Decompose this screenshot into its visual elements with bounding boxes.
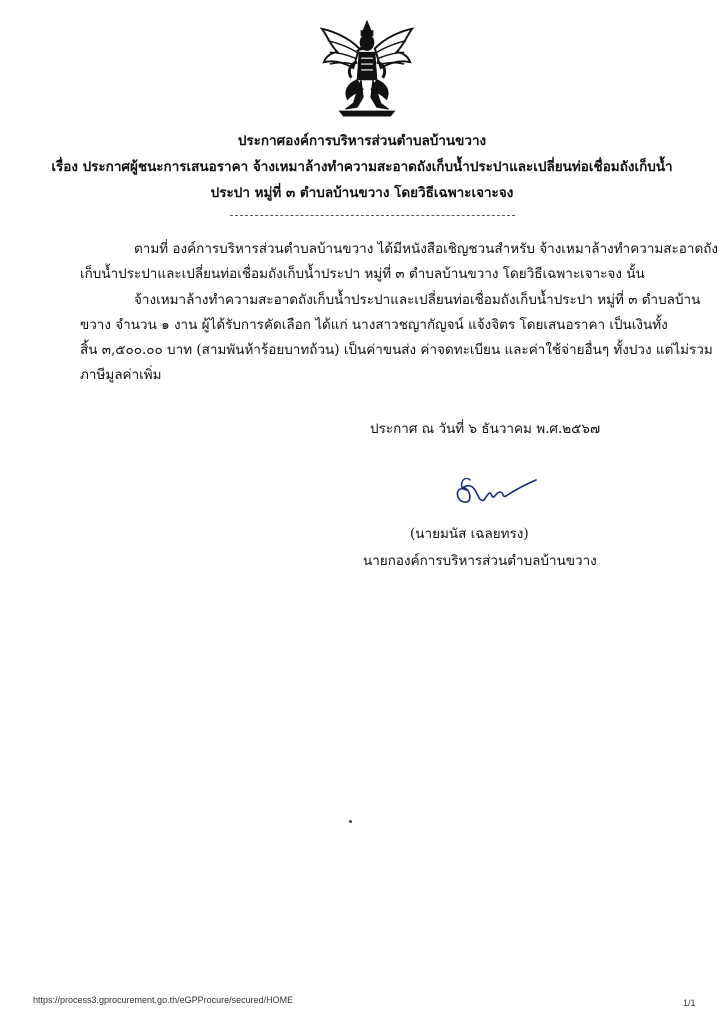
subject-line-continued: ประปา หมู่ที่ ๓ ตำบลบ้านขวาง โดยวิธีเฉพาะเจาะจง	[210, 185, 514, 201]
dashed-divider	[230, 215, 515, 216]
page-number: 1/1	[683, 998, 696, 1008]
signatory-name: (นายมนัส เฉลยทรง)	[410, 526, 529, 542]
speck	[349, 820, 352, 823]
footer-url: https://process3.gprocurement.go.th/eGPProcure/secured/HOME	[33, 995, 294, 1005]
signatory-position: นายกองค์การบริหารส่วนตำบลบ้านขวาง	[363, 553, 597, 569]
subject-line: เรื่อง ประกาศผู้ชนะการเสนอราคา จ้างเหมาล้างทำความสะอาดถังเก็บน้ำประปาและเปลี่ยนท่อเชื่อมถังเก็บน้ำ	[51, 159, 673, 175]
paragraph-2-line-4: ภาษีมูลค่าเพิ่ม	[80, 367, 162, 383]
paragraph-2-line-1: จ้างเหมาล้างทำความสะอาดถังเก็บน้ำประปาและเปลี่ยนท่อเชื่อมถังเก็บน้ำประปา หมู่ที่ ๓ ตำบลบ้าน	[134, 292, 701, 308]
paragraph-1-line-2: เก็บน้ำประปาและเปลี่ยนท่อเชื่อมถังเก็บน้ำประปา หมู่ที่ ๓ ตำบลบ้านขวาง โดยวิธีเฉพาะเจาะจง นั้น	[80, 266, 645, 282]
announcement-date: ประกาศ ณ วันที่ ๖ ธันวาคม พ.ศ.๒๕๖๗	[370, 421, 601, 437]
announcement-title: ประกาศองค์การบริหารส่วนตำบลบ้านขวาง	[237, 133, 487, 149]
paragraph-2-line-3: สิ้น ๓,๕๐๐.๐๐ บาท (สามพันห้าร้อยบาทถ้วน) เป็นค่าขนส่ง ค่าจดทะเบียน และค่าใช้จ่ายอื่นๆ ทั้งปวง แต่ไม่รวม	[80, 342, 713, 358]
handwritten-signature	[448, 470, 540, 512]
paragraph-2-line-2: ขวาง จำนวน ๑ งาน ผู้ได้รับการคัดเลือก ได้แก่ นางสาวชญากัญจน์ แจ้งจิตร โดยเสนอราคา เป็นเงินทั้ง	[80, 317, 668, 333]
garuda-emblem	[318, 18, 416, 118]
paragraph-1-line-1: ตามที่ องค์การบริหารส่วนตำบลบ้านขวาง ได้มีหนังสือเชิญชวนสำหรับ จ้างเหมาล้างทำความสะอาดถัง	[134, 241, 719, 257]
